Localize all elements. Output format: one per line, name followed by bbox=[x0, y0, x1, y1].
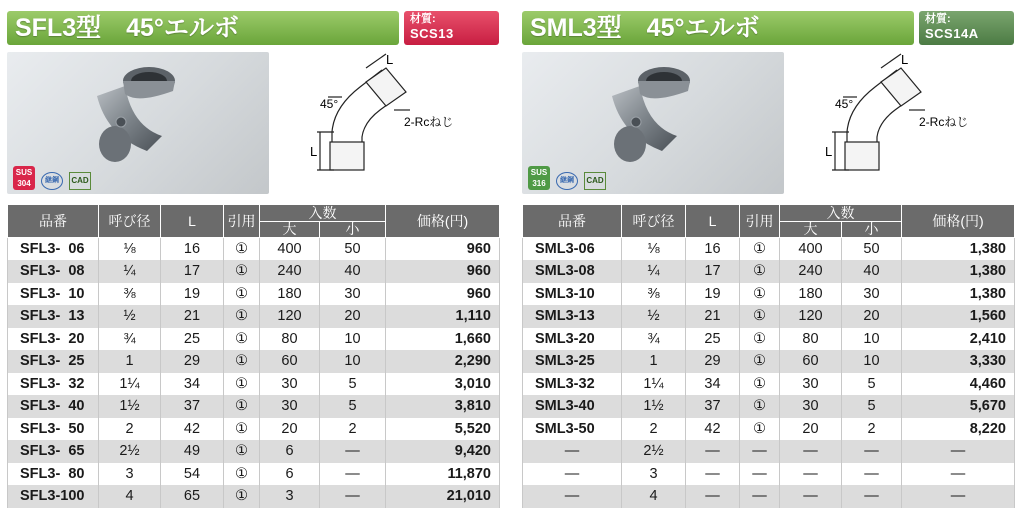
cell-length: — bbox=[686, 485, 740, 508]
col-length: L bbox=[686, 205, 740, 238]
cell-code: SFL3- 10 bbox=[8, 283, 99, 306]
cell-length: 19 bbox=[161, 283, 224, 306]
cell-qty-large: 30 bbox=[780, 373, 842, 396]
cell-price: 1,560 bbox=[902, 305, 1015, 328]
cell-size: 3 bbox=[99, 463, 161, 486]
cell-qty-large: 30 bbox=[780, 395, 842, 418]
col-qty-small: 小 bbox=[320, 222, 386, 238]
product-title: SML3型 45°エルボ bbox=[522, 11, 914, 45]
col-length: L bbox=[161, 205, 224, 238]
cell-length: 34 bbox=[161, 373, 224, 396]
material-value: SCS13 bbox=[410, 26, 454, 41]
table-row bbox=[523, 350, 1015, 373]
cell-size: 1½ bbox=[99, 395, 161, 418]
cell-qty-small: 30 bbox=[842, 283, 902, 306]
cell-price: 1,380 bbox=[902, 260, 1015, 283]
cell-length: 21 bbox=[161, 305, 224, 328]
cell-length: 29 bbox=[686, 350, 740, 373]
col-code: 品番 bbox=[523, 205, 622, 238]
cell-ref: ① bbox=[224, 440, 260, 463]
table-row bbox=[8, 350, 500, 373]
cell-code: SFL3- 20 bbox=[8, 328, 99, 351]
table-row bbox=[523, 485, 1015, 508]
dim-length-label: L bbox=[825, 144, 833, 159]
cell-length: 37 bbox=[161, 395, 224, 418]
table-row bbox=[8, 238, 500, 261]
cell-price: 21,010 bbox=[386, 485, 500, 508]
badge-row bbox=[528, 166, 606, 190]
cell-qty-small: — bbox=[320, 485, 386, 508]
material-value: SCS14A bbox=[925, 26, 979, 41]
col-code: 品番 bbox=[8, 205, 99, 238]
cell-ref: ① bbox=[740, 418, 780, 441]
table-row bbox=[523, 418, 1015, 441]
cell-code: SFL3- 50 bbox=[8, 418, 99, 441]
cell-qty-small: 50 bbox=[842, 238, 902, 261]
cell-qty-large: 3 bbox=[260, 485, 320, 508]
col-size: 呼び径 bbox=[622, 205, 686, 238]
sus-grade: 304 bbox=[17, 179, 31, 188]
cell-qty-large: 400 bbox=[780, 238, 842, 261]
cell-price: — bbox=[902, 463, 1015, 486]
thread-label: 2-Rcねじ bbox=[919, 115, 969, 129]
cell-length: 34 bbox=[686, 373, 740, 396]
cell-length: 19 bbox=[686, 283, 740, 306]
dim-length-label-top: L bbox=[901, 52, 909, 67]
badge-row bbox=[13, 166, 91, 190]
cell-ref: ① bbox=[740, 283, 780, 306]
material-label: 材質: bbox=[410, 13, 436, 25]
table-row bbox=[523, 260, 1015, 283]
table-row bbox=[523, 373, 1015, 396]
cell-length: 16 bbox=[161, 238, 224, 261]
cell-size: 2½ bbox=[622, 440, 686, 463]
sus-label: SUS bbox=[15, 168, 33, 177]
table-row bbox=[523, 395, 1015, 418]
col-qty-small: 小 bbox=[842, 222, 902, 238]
cell-ref: ① bbox=[224, 418, 260, 441]
cell-size: 4 bbox=[99, 485, 161, 508]
table-row bbox=[8, 485, 500, 508]
table-row bbox=[8, 418, 500, 441]
cell-code: SML3-50 bbox=[523, 418, 622, 441]
cell-qty-large: 60 bbox=[780, 350, 842, 373]
table-row bbox=[8, 463, 500, 486]
cell-qty-small: 5 bbox=[320, 373, 386, 396]
dim-angle-label: 45° bbox=[835, 97, 854, 111]
cell-size: 2 bbox=[99, 418, 161, 441]
cell-price: 1,380 bbox=[902, 283, 1015, 306]
cell-length: 21 bbox=[686, 305, 740, 328]
table-row bbox=[523, 440, 1015, 463]
cell-qty-small: 50 bbox=[320, 238, 386, 261]
cell-qty-large: 180 bbox=[260, 283, 320, 306]
cell-qty-large: 240 bbox=[780, 260, 842, 283]
cell-qty-large: 80 bbox=[260, 328, 320, 351]
col-price: 価格(円) bbox=[386, 205, 500, 238]
cell-qty-small: 5 bbox=[320, 395, 386, 418]
certification-badge: 継鋼 bbox=[41, 172, 63, 190]
cell-qty-large: — bbox=[780, 440, 842, 463]
cell-length: 25 bbox=[161, 328, 224, 351]
cad-badge[interactable]: CAD bbox=[584, 172, 606, 190]
cell-ref: ① bbox=[224, 283, 260, 306]
cell-size: 2 bbox=[622, 418, 686, 441]
cell-qty-large: 60 bbox=[260, 350, 320, 373]
cell-size: 4 bbox=[622, 485, 686, 508]
cell-price: 3,010 bbox=[386, 373, 500, 396]
cell-price: 9,420 bbox=[386, 440, 500, 463]
cell-length: 42 bbox=[161, 418, 224, 441]
cell-qty-large: 120 bbox=[260, 305, 320, 328]
cell-length: 65 bbox=[161, 485, 224, 508]
cell-code: SFL3- 06 bbox=[8, 238, 99, 261]
col-size: 呼び径 bbox=[99, 205, 161, 238]
cell-ref: — bbox=[740, 440, 780, 463]
col-qty-large: 大 bbox=[780, 222, 842, 238]
cell-ref: ① bbox=[224, 373, 260, 396]
cell-qty-small: — bbox=[320, 440, 386, 463]
col-ref: 引用 bbox=[224, 205, 260, 238]
cell-size: 1 bbox=[622, 350, 686, 373]
cell-qty-small: 2 bbox=[842, 418, 902, 441]
cell-length: 37 bbox=[686, 395, 740, 418]
cell-size: 1¼ bbox=[622, 373, 686, 396]
cell-price: 1,660 bbox=[386, 328, 500, 351]
cell-price: 2,410 bbox=[902, 328, 1015, 351]
cell-code: SFL3- 08 bbox=[8, 260, 99, 283]
cell-qty-large: — bbox=[780, 463, 842, 486]
cell-price: 3,810 bbox=[386, 395, 500, 418]
table-row bbox=[8, 440, 500, 463]
cell-price: 1,110 bbox=[386, 305, 500, 328]
cell-price: — bbox=[902, 440, 1015, 463]
cell-qty-large: 80 bbox=[780, 328, 842, 351]
cell-ref: ① bbox=[224, 395, 260, 418]
material-badge bbox=[919, 11, 1014, 45]
cell-ref: ① bbox=[740, 238, 780, 261]
cell-qty-small: — bbox=[842, 463, 902, 486]
cell-size: 2½ bbox=[99, 440, 161, 463]
cell-qty-large: 30 bbox=[260, 373, 320, 396]
cell-qty-small: 10 bbox=[842, 350, 902, 373]
cell-qty-small: 40 bbox=[320, 260, 386, 283]
cell-ref: ① bbox=[224, 238, 260, 261]
cell-size: ¾ bbox=[622, 328, 686, 351]
spec-table bbox=[522, 204, 1015, 508]
dim-length-label: L bbox=[310, 144, 318, 159]
cell-code: SML3-13 bbox=[523, 305, 622, 328]
cell-qty-small: — bbox=[320, 463, 386, 486]
cell-qty-small: 20 bbox=[842, 305, 902, 328]
cell-size: 1¼ bbox=[99, 373, 161, 396]
cell-code: SFL3- 25 bbox=[8, 350, 99, 373]
cell-code: SFL3- 13 bbox=[8, 305, 99, 328]
cell-qty-large: 240 bbox=[260, 260, 320, 283]
table-row bbox=[8, 395, 500, 418]
col-ref: 引用 bbox=[740, 205, 780, 238]
table-row bbox=[523, 238, 1015, 261]
sus-label: SUS bbox=[530, 168, 548, 177]
cell-code: — bbox=[523, 485, 622, 508]
cell-price: 11,870 bbox=[386, 463, 500, 486]
cell-ref: ① bbox=[740, 260, 780, 283]
cell-length: 29 bbox=[161, 350, 224, 373]
cell-ref: ① bbox=[740, 328, 780, 351]
product-area bbox=[7, 52, 499, 204]
cell-length: 17 bbox=[161, 260, 224, 283]
sus-badge bbox=[528, 166, 550, 190]
sus-badge bbox=[13, 166, 35, 190]
cell-price: 2,290 bbox=[386, 350, 500, 373]
cell-size: ½ bbox=[99, 305, 161, 328]
cell-price: 1,380 bbox=[902, 238, 1015, 261]
material-label: 材質: bbox=[925, 13, 951, 25]
cell-length: 49 bbox=[161, 440, 224, 463]
cell-size: ⅛ bbox=[99, 238, 161, 261]
cell-qty-large: 20 bbox=[780, 418, 842, 441]
product-title: SFL3型 45°エルボ bbox=[7, 11, 399, 45]
table-row bbox=[8, 328, 500, 351]
cell-qty-small: 5 bbox=[842, 373, 902, 396]
cell-size: ½ bbox=[622, 305, 686, 328]
col-qty: 入数 bbox=[780, 205, 902, 222]
dimension-drawing bbox=[282, 52, 499, 194]
cell-length: 17 bbox=[686, 260, 740, 283]
cell-qty-small: 20 bbox=[320, 305, 386, 328]
cell-size: ⅜ bbox=[622, 283, 686, 306]
cell-code: SML3-32 bbox=[523, 373, 622, 396]
cell-length: 42 bbox=[686, 418, 740, 441]
cell-qty-large: 6 bbox=[260, 463, 320, 486]
col-qty: 入数 bbox=[260, 205, 386, 222]
cad-badge[interactable]: CAD bbox=[69, 172, 91, 190]
cell-qty-large: 400 bbox=[260, 238, 320, 261]
spec-table bbox=[7, 204, 500, 508]
product-panel-sfl3 bbox=[7, 6, 499, 522]
cell-code: SML3-40 bbox=[523, 395, 622, 418]
cell-code: SFL3- 80 bbox=[8, 463, 99, 486]
cell-qty-small: 30 bbox=[320, 283, 386, 306]
cell-qty-large: 30 bbox=[260, 395, 320, 418]
cell-size: ¼ bbox=[622, 260, 686, 283]
cell-qty-large: 20 bbox=[260, 418, 320, 441]
cell-qty-large: — bbox=[780, 485, 842, 508]
cell-ref: ① bbox=[740, 350, 780, 373]
cell-size: ¼ bbox=[99, 260, 161, 283]
cell-length: — bbox=[686, 440, 740, 463]
cell-size: ⅛ bbox=[622, 238, 686, 261]
cell-code: SFL3- 40 bbox=[8, 395, 99, 418]
cell-ref: ① bbox=[224, 485, 260, 508]
cell-price: 5,670 bbox=[902, 395, 1015, 418]
cell-ref: ① bbox=[224, 463, 260, 486]
elbow-photo-icon bbox=[592, 56, 712, 166]
cell-qty-large: 120 bbox=[780, 305, 842, 328]
cell-code: SML3-06 bbox=[523, 238, 622, 261]
cell-price: 8,220 bbox=[902, 418, 1015, 441]
cell-code: SFL3- 32 bbox=[8, 373, 99, 396]
material-badge bbox=[404, 11, 499, 45]
product-photo bbox=[7, 52, 269, 194]
cell-ref: — bbox=[740, 485, 780, 508]
product-photo bbox=[522, 52, 784, 194]
cell-qty-large: 6 bbox=[260, 440, 320, 463]
col-qty-large: 大 bbox=[260, 222, 320, 238]
table-row bbox=[523, 328, 1015, 351]
elbow-photo-icon bbox=[77, 56, 197, 166]
cell-qty-small: 40 bbox=[842, 260, 902, 283]
table-row bbox=[523, 283, 1015, 306]
cell-size: 1½ bbox=[622, 395, 686, 418]
col-price: 価格(円) bbox=[902, 205, 1015, 238]
cell-qty-small: 10 bbox=[842, 328, 902, 351]
cell-price: 5,520 bbox=[386, 418, 500, 441]
table-row bbox=[8, 305, 500, 328]
cell-size: ¾ bbox=[99, 328, 161, 351]
cell-length: — bbox=[686, 463, 740, 486]
cell-code: SFL3-100 bbox=[8, 485, 99, 508]
cell-qty-small: 5 bbox=[842, 395, 902, 418]
cell-qty-small: — bbox=[842, 440, 902, 463]
certification-badge: 継鋼 bbox=[556, 172, 578, 190]
panel-header bbox=[522, 6, 1014, 48]
product-area bbox=[522, 52, 1014, 204]
cell-ref: ① bbox=[224, 328, 260, 351]
cell-size: 3 bbox=[622, 463, 686, 486]
dim-angle-label: 45° bbox=[320, 97, 339, 111]
table-row bbox=[8, 260, 500, 283]
table-row bbox=[523, 305, 1015, 328]
cell-ref: ① bbox=[740, 395, 780, 418]
table-body bbox=[523, 238, 1015, 508]
panel-header bbox=[7, 6, 499, 48]
cell-ref: ① bbox=[224, 350, 260, 373]
cell-ref: ① bbox=[740, 305, 780, 328]
cell-price: 960 bbox=[386, 260, 500, 283]
cell-qty-small: 10 bbox=[320, 350, 386, 373]
table-body bbox=[8, 238, 500, 508]
cell-code: SFL3- 65 bbox=[8, 440, 99, 463]
cell-code: — bbox=[523, 463, 622, 486]
cell-ref: — bbox=[740, 463, 780, 486]
cell-price: — bbox=[902, 485, 1015, 508]
cell-price: 4,460 bbox=[902, 373, 1015, 396]
table-row bbox=[523, 463, 1015, 486]
cell-ref: ① bbox=[224, 305, 260, 328]
cell-price: 960 bbox=[386, 283, 500, 306]
cell-code: SML3-10 bbox=[523, 283, 622, 306]
table-row bbox=[8, 373, 500, 396]
cell-qty-small: 10 bbox=[320, 328, 386, 351]
cell-length: 25 bbox=[686, 328, 740, 351]
dimension-drawing bbox=[797, 52, 1014, 194]
cell-length: 16 bbox=[686, 238, 740, 261]
cell-qty-large: 180 bbox=[780, 283, 842, 306]
cell-length: 54 bbox=[161, 463, 224, 486]
cell-ref: ① bbox=[740, 373, 780, 396]
cell-price: 960 bbox=[386, 238, 500, 261]
cell-price: 3,330 bbox=[902, 350, 1015, 373]
cell-qty-small: — bbox=[842, 485, 902, 508]
cell-code: SML3-20 bbox=[523, 328, 622, 351]
table-row bbox=[8, 283, 500, 306]
sus-grade: 316 bbox=[532, 179, 546, 188]
product-panel-sml3 bbox=[522, 6, 1014, 522]
dim-length-label-top: L bbox=[386, 52, 394, 67]
cell-size: 1 bbox=[99, 350, 161, 373]
cell-qty-small: 2 bbox=[320, 418, 386, 441]
thread-label: 2-Rcねじ bbox=[404, 115, 454, 129]
cell-code: SML3-08 bbox=[523, 260, 622, 283]
cell-ref: ① bbox=[224, 260, 260, 283]
cell-code: — bbox=[523, 440, 622, 463]
cell-code: SML3-25 bbox=[523, 350, 622, 373]
cell-size: ⅜ bbox=[99, 283, 161, 306]
